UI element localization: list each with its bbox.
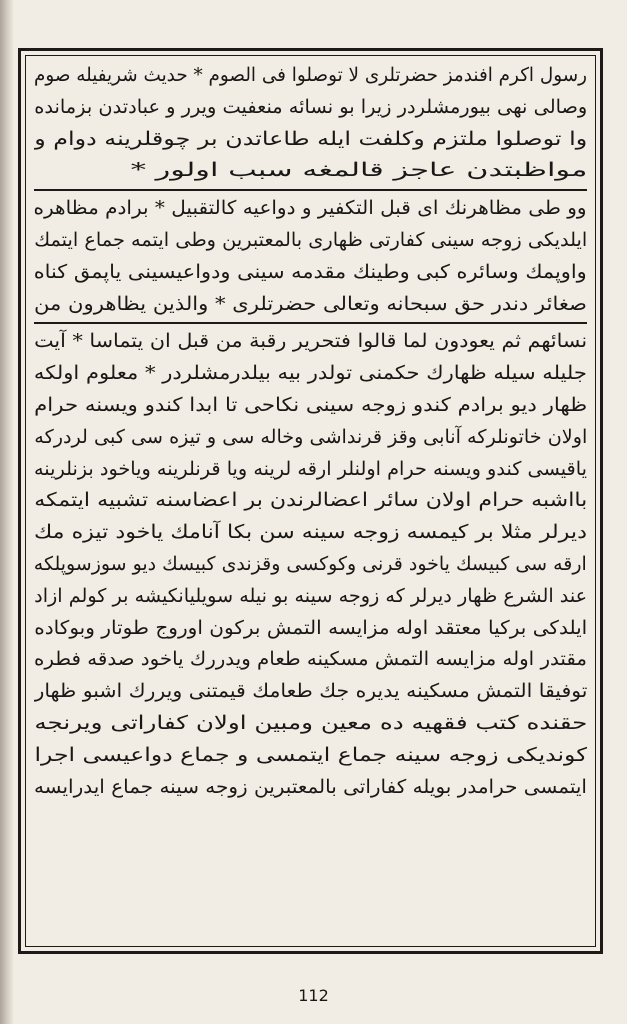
text-line: دیرلر مثلا بر کیمسه زوجه سینه سن بکا آنامك یاخود تیزه مك <box>34 521 587 544</box>
text-line: عند الشرع ظهار دیرلر که زوجه سینه بو نیله سویلیانکیشه بر کولم ازاد <box>34 584 587 607</box>
text-line: ظهار دیو برادم کندو زوجه سینی نکاحی تا ابدا کندو ویسنه حرام <box>34 393 587 416</box>
text-line: ایتمسی حرامدر بویله کفاراتی بالمعتبرین زوجه سینه جماع ایدرایسه <box>34 775 587 798</box>
text-line: وصالی نهی بیورمشلردر زیرا بو نسائه منعفیت ویرر و عبادتدن بزمانده <box>34 95 587 118</box>
text-line: یاقیسی کندو ویسنه حرام اولنلر ارقه لرینه ویا قرنلرینه ویاخود بزنلرینه <box>34 457 587 480</box>
section-divider <box>34 189 587 191</box>
paragraph-zihar-intro <box>34 193 587 320</box>
text-line: ایلدکی برکیا معتقد اوله مزایسه التمش برکون اوروج طوتار وبوکاده <box>34 616 587 639</box>
text-line: ارقه سی کبیسك یاخود قرنی وکوکسی وقزندی کبیسك دیو سوزسوپلکه <box>34 552 587 575</box>
page-number: 112 <box>298 986 329 1005</box>
section-divider <box>34 322 587 324</box>
text-line: حقنده کتب فقهیه ده معین ومبین اولان کفاراتی ویرنجه <box>34 711 587 734</box>
text-line: بااشبه حرام اولان سائر اعضالرندن بر اعضاسنه تشبیه ایتمکه <box>34 489 587 512</box>
paragraph-fasting <box>34 60 587 187</box>
text-line: وا توصلوا ملتزم وکلفت ایله طاعاتدن بر چوقلرینه دوام و <box>34 127 587 150</box>
text-line: رسول اکرم افندمز حضرتلری لا توصلوا فی الصوم * حدیث شریفیله صوم <box>34 64 587 86</box>
text-line: جلیله سیله ظهارك حکمنی تولدر بیه بیلدرمشلردر * معلوم اولکه <box>34 362 587 385</box>
text-line: ایلدیکی زوجه سینی کفارتی ظهاری بالمعتبرین وطی ایتمه جماع ایتمك <box>34 228 587 251</box>
text-line: مقتدر اوله مزایسه التمش مسکینه طعام ویدررك یاخود صدقه فطره <box>34 648 587 671</box>
text-line: توفیقا التمش مسکینه یدیره جك طعامك قیمتنی ویررك اشبو ظهار <box>34 680 587 703</box>
text-line: مواظبتدن عاجز قالمغه سبب اولور * <box>130 159 587 182</box>
text-line: اولان خاتونلرکه آنابی وقز قرنداشی وخاله سی و تیزه سی کبی لردرکه <box>34 425 587 448</box>
page-gutter-shadow <box>0 0 14 1024</box>
text-line: کوندیکی زوجه سینه جماع ایتمسی و جماع دواعیسی اجرا <box>34 743 587 766</box>
main-text-block <box>34 60 587 940</box>
text-line: وو طی مظاهرنك ای قبل التکفیر و دواعیه کالتقبیل * برادم مظاهره <box>34 197 587 220</box>
text-line: صغائر دندر حق سبحانه وتعالی حضرتلری * والذین یظاهرون من <box>34 292 587 315</box>
text-line: واوپمك وسائره کبی وطینك مقدمه سینی ودواعیسینی یاپمق کناه <box>34 260 587 283</box>
text-line: نسائهم ثم یعودون لما قالوا فتحریر رقبة من قبل ان یتماسا * آیت <box>34 330 587 353</box>
paragraph-zihar-ruling <box>34 326 587 803</box>
